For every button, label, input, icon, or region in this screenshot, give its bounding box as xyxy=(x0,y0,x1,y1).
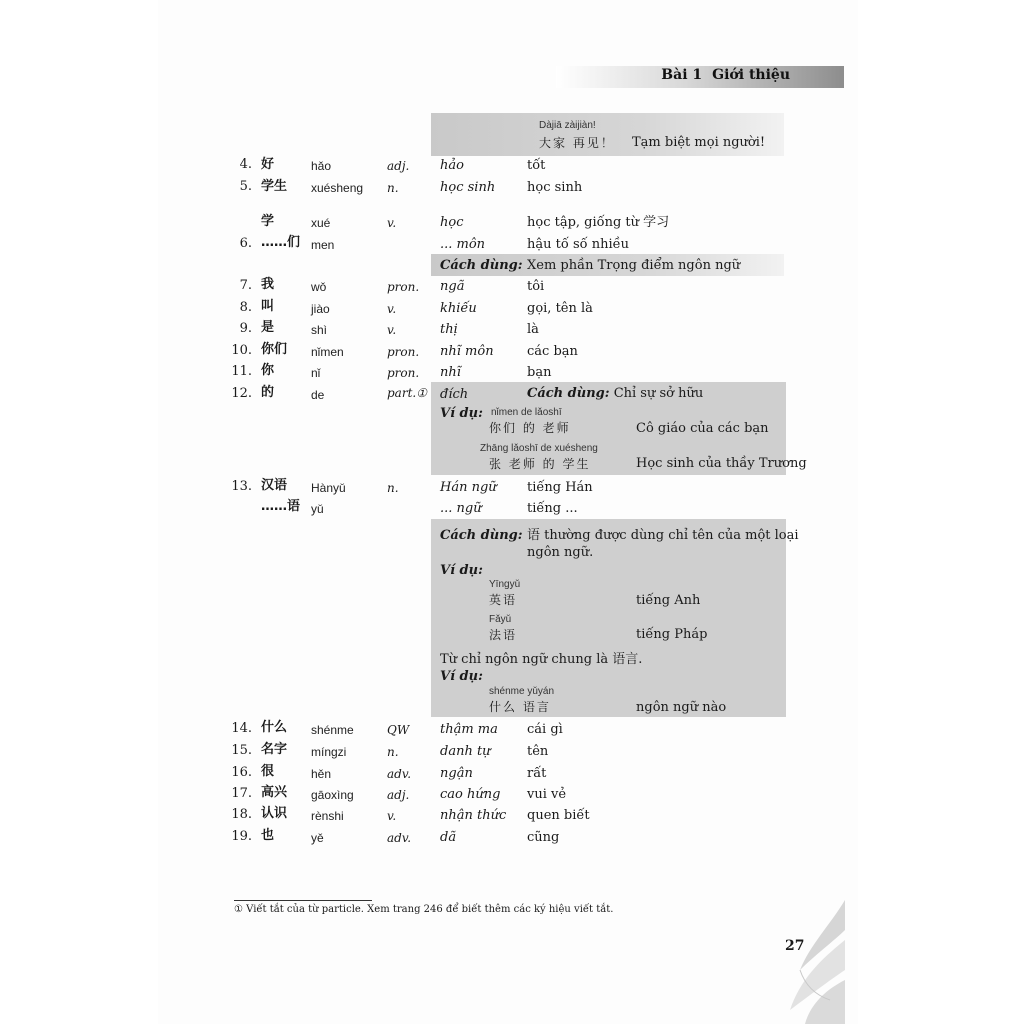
usage-label: Cách dùng: xyxy=(527,386,610,401)
example-hanzi: 你们 的 老师 xyxy=(489,421,571,435)
vocab-hanzi: 是 xyxy=(261,320,275,335)
vocab-number: 6. xyxy=(239,236,252,251)
example-hanzi: 英语 xyxy=(489,593,518,607)
vocab-hanzi: 汉语 xyxy=(261,478,288,493)
vocab-number: 14. xyxy=(231,721,252,736)
vocab-hanzi: 名字 xyxy=(261,742,288,757)
vocab-pos: pron. xyxy=(387,280,420,294)
vocab-pos: adj. xyxy=(387,159,410,173)
vocab-number: 5. xyxy=(239,179,252,194)
vocab-meaning: rất xyxy=(527,766,547,781)
vocab-han-viet: nhĩ xyxy=(440,365,461,380)
example-pinyin: nǐmen de lǎoshī xyxy=(491,407,562,418)
vocab-hanzi: 也 xyxy=(261,828,275,843)
vocab-pos: v. xyxy=(387,323,397,337)
lesson-title: Giới thiệu xyxy=(712,67,790,83)
usage-text: ngôn ngữ. xyxy=(527,545,594,560)
usage-panel-yu xyxy=(431,519,786,717)
vocab-pinyin: wǒ xyxy=(311,280,327,294)
vocab-han-viet: thậm ma xyxy=(440,722,498,737)
vocab-pos: adv. xyxy=(387,767,412,781)
vocab-pos: v. xyxy=(387,216,397,230)
vocab-pinyin: gāoxìng xyxy=(311,788,354,802)
vocab-number: 18. xyxy=(231,807,252,822)
vocab-number: 16. xyxy=(231,765,252,780)
vocab-han-viet: ngã xyxy=(440,279,465,294)
vocab-number: 8. xyxy=(239,300,252,315)
vocab-pos: adv. xyxy=(387,831,412,845)
vocab-hanzi: 学 xyxy=(261,214,275,229)
vocab-hanzi: 高兴 xyxy=(261,785,288,800)
vocab-han-viet: hảo xyxy=(440,158,464,173)
vocab-pos: n. xyxy=(387,745,399,759)
example-meaning: ngôn ngữ nào xyxy=(636,700,727,715)
vocab-number: 17. xyxy=(231,786,252,801)
example-label: Ví dụ: xyxy=(440,563,483,578)
vocab-pos: pron. xyxy=(387,366,420,380)
vocab-pinyin: míngzi xyxy=(311,745,347,759)
vocab-pinyin: de xyxy=(311,388,325,402)
vocab-pos: QW xyxy=(387,723,410,737)
vocab-pos: pron. xyxy=(387,345,420,359)
vocab-meaning: cái gì xyxy=(527,722,563,737)
vocab-pos: n. xyxy=(387,181,399,195)
example-label: Ví dụ: xyxy=(440,669,483,684)
vocab-hanzi: 什么 xyxy=(261,720,288,735)
vocab-pos: part.① xyxy=(387,386,427,400)
vocab-han-viet: đích xyxy=(440,387,469,402)
usage-text: Chỉ sự sở hữu xyxy=(613,386,704,401)
vocab-number: 15. xyxy=(231,743,252,758)
lesson-number: Bài 1 xyxy=(661,67,703,83)
vocab-han-viet: dã xyxy=(440,830,457,845)
vocab-hanzi: 好 xyxy=(261,157,275,172)
vocab-number: 11. xyxy=(231,364,252,379)
example-pinyin: shénme yǔyán xyxy=(489,686,555,697)
page-number: 27 xyxy=(785,938,805,954)
vocab-meaning: bạn xyxy=(527,365,552,380)
usage-general-text: Từ chỉ ngôn ngữ chung là 语言. xyxy=(440,652,643,667)
vocab-meaning: tiếng Hán xyxy=(527,480,593,495)
vocab-meaning: hậu tố số nhiều xyxy=(527,237,629,252)
vocab-pinyin: Hànyǔ xyxy=(311,481,346,495)
vocab-han-viet: học sinh xyxy=(440,180,496,195)
vocab-pos: v. xyxy=(387,302,397,316)
usage-text: 语 thường được dùng chỉ tên của một loại xyxy=(527,528,799,543)
vocab-hanzi: 学生 xyxy=(261,179,288,194)
example-hanzi: 张 老师 的 学生 xyxy=(489,457,591,471)
vocab-meaning: học sinh xyxy=(527,180,583,195)
vocab-hanzi: 很 xyxy=(261,764,275,779)
usage-label: Cách dùng: xyxy=(440,258,523,273)
vocab-pinyin: shì xyxy=(311,323,328,337)
example-pinyin: Dàjiā zàijiàn! xyxy=(539,120,596,131)
usage-label: Cách dùng: xyxy=(440,528,523,543)
vocab-pinyin: nǐmen xyxy=(311,345,344,359)
lesson-header xyxy=(651,67,790,83)
vocab-han-viet: thị xyxy=(440,322,458,337)
usage-text: Xem phần Trọng điểm ngôn ngữ xyxy=(527,258,741,273)
vocab-number: 10. xyxy=(231,343,252,358)
vocab-number: 19. xyxy=(231,829,252,844)
example-meaning: Cô giáo của các bạn xyxy=(636,421,769,436)
vocab-han-viet: nhận thức xyxy=(440,808,507,823)
vocab-hanzi: ……语 xyxy=(261,499,301,514)
vocab-hanzi: 叫 xyxy=(261,299,275,314)
example-hanzi: 法语 xyxy=(489,628,518,642)
lily-decoration-icon xyxy=(760,900,850,1024)
example-meaning: tiếng Anh xyxy=(636,593,701,608)
footnote-divider xyxy=(234,900,372,901)
vocab-pinyin: rènshi xyxy=(311,809,344,823)
vocab-pinyin: men xyxy=(311,238,335,252)
vocab-han-viet: nhĩ môn xyxy=(440,344,494,359)
vocab-pos: adj. xyxy=(387,788,410,802)
vocab-meaning: là xyxy=(527,322,539,337)
vocab-hanzi: 你们 xyxy=(261,342,288,357)
vocab-pinyin: hěn xyxy=(311,767,332,781)
vocab-number: 12. xyxy=(231,386,252,401)
vocab-meaning: cũng xyxy=(527,830,560,845)
vocab-han-viet: cao hứng xyxy=(440,787,501,802)
example-label: Ví dụ: xyxy=(440,406,483,421)
example-pinyin: Fǎyǔ xyxy=(489,614,512,625)
vocab-pinyin: yǔ xyxy=(311,502,324,516)
example-meaning: Học sinh của thầy Trương xyxy=(636,456,807,471)
vocab-meaning: các bạn xyxy=(527,344,578,359)
vocab-meaning: tốt xyxy=(527,158,546,173)
vocab-pinyin: xué xyxy=(311,216,331,230)
vocab-hanzi: 的 xyxy=(261,385,275,400)
lesson-header-bar xyxy=(556,66,844,88)
vocab-pinyin: nǐ xyxy=(311,366,321,380)
vocab-pinyin: jiào xyxy=(311,302,330,316)
vocab-pinyin: shénme xyxy=(311,723,354,737)
vocab-meaning: vui vẻ xyxy=(527,787,567,802)
example-meaning: tiếng Pháp xyxy=(636,627,708,642)
vocab-pos: n. xyxy=(387,481,399,495)
vocab-han-viet: ngận xyxy=(440,766,473,781)
vocab-han-viet: danh tự xyxy=(440,744,491,759)
example-pinyin: Yīngyǔ xyxy=(489,579,521,590)
vocab-meaning: học tập, giống từ 学习 xyxy=(527,215,670,230)
vocab-han-viet: Hán ngữ xyxy=(440,480,497,495)
vocab-han-viet: khiếu xyxy=(440,301,477,316)
vocab-pinyin: yě xyxy=(311,831,324,845)
vocab-number: 9. xyxy=(239,321,252,336)
usage-de-block xyxy=(527,386,703,402)
example-pinyin: Zhāng lǎoshī de xuésheng xyxy=(480,443,598,454)
vocab-han-viet: ... ngữ xyxy=(440,501,482,516)
vocab-hanzi: 你 xyxy=(261,363,275,378)
vocab-pinyin: xuésheng xyxy=(311,181,364,195)
footnote: ① Viết tắt của từ particle. Xem trang 246 để biết thêm các ký hiệu viết tắt. xyxy=(234,904,614,915)
vocab-meaning: tôi xyxy=(527,279,545,294)
vocab-hanzi: 认识 xyxy=(261,806,288,821)
vocab-pinyin: hǎo xyxy=(311,159,332,173)
vocab-hanzi: 我 xyxy=(261,277,275,292)
vocab-pos: v. xyxy=(387,809,397,823)
vocab-number: 13. xyxy=(231,479,252,494)
vocab-number: 4. xyxy=(239,157,252,172)
vocab-meaning: tiếng ... xyxy=(527,501,578,516)
example-meaning: Tạm biệt mọi người! xyxy=(632,135,766,150)
example-hanzi: 什么 语言 xyxy=(489,700,551,714)
vocab-meaning: gọi, tên là xyxy=(527,301,593,316)
vocab-han-viet: ... môn xyxy=(440,237,486,252)
vocab-han-viet: học xyxy=(440,215,464,230)
vocab-hanzi: ……们 xyxy=(261,235,301,250)
vocab-meaning: quen biết xyxy=(527,808,590,823)
vocab-number: 7. xyxy=(239,278,252,293)
example-hanzi: 大家 再见！ xyxy=(539,136,615,150)
vocab-meaning: tên xyxy=(527,744,549,759)
